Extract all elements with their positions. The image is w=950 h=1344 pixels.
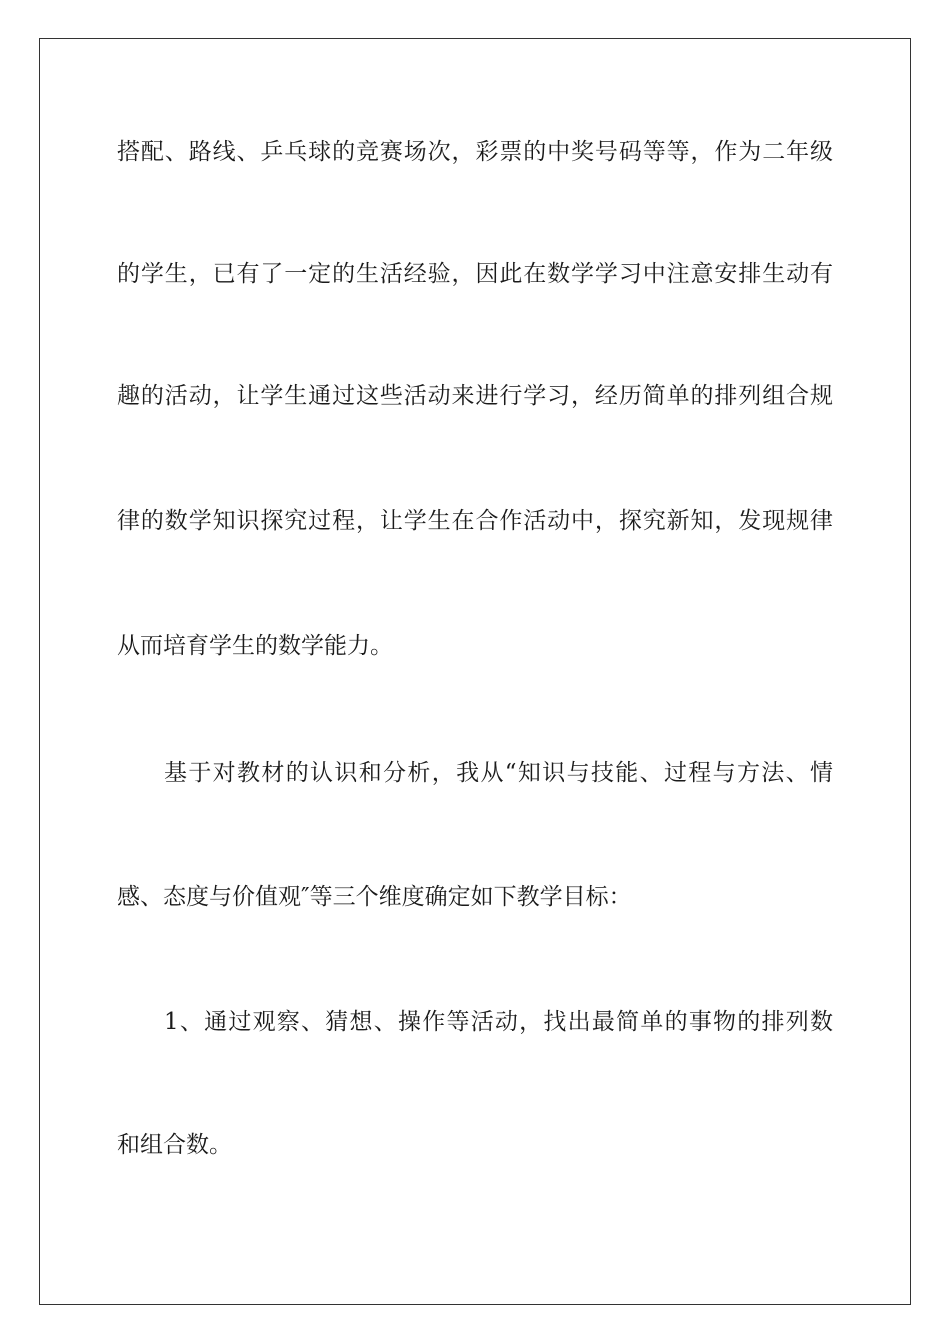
paragraph-line-1: 搭配、路线、乒乓球的竞赛场次，彩票的中奖号码等等，作为二年级 [117,139,833,165]
paragraph-line-4: 律的数学知识探究过程，让学生在合作活动中，探究新知，发现规律 [117,508,833,534]
paragraph-line-7: 感、态度与价值观″等三个维度确定如下教学目标： [117,884,632,910]
paragraph-line-3: 趣的活动，让学生通过这些活动来进行学习，经历简单的排列组合规 [117,383,833,409]
paragraph-line-5: 从而培育学生的数学能力。 [117,633,393,659]
paragraph-line-8: 1、通过观察、猜想、操作等活动，找出最简单的事物的排列数 [164,1009,833,1035]
paragraph-line-9: 和组合数。 [117,1132,232,1158]
paragraph-line-2: 的学生，已有了一定的生活经验，因此在数学学习中注意安排生动有 [117,261,833,287]
page-border [39,38,911,1305]
paragraph-line-6: 基于对教材的认识和分析，我从“知识与技能、过程与方法、情 [164,760,833,786]
